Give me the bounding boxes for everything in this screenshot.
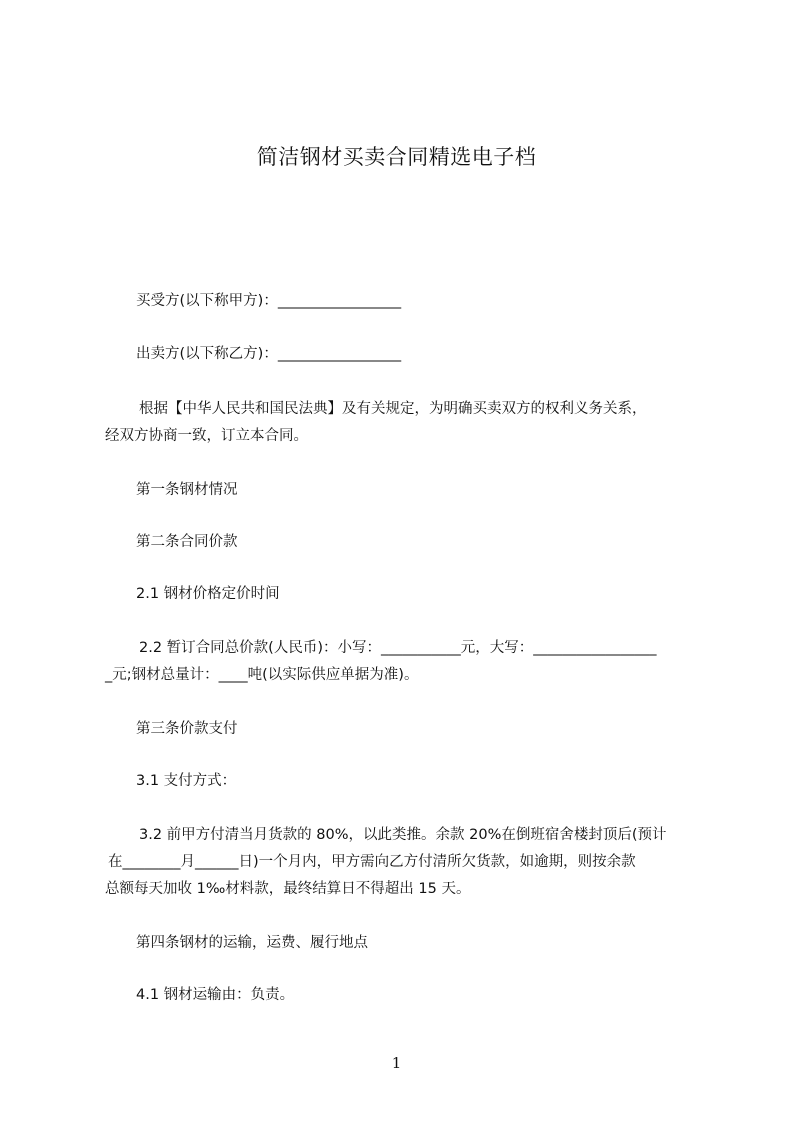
article-2-heading: 第二条合同价款 xyxy=(136,534,238,550)
article-3-heading: 第三条价款支付 xyxy=(136,721,238,737)
clause-2-1: 2.1 钢材价格定价时间 xyxy=(136,586,280,602)
article-1-heading: 第一条钢材情况 xyxy=(136,482,238,498)
clause-2-2-line-2: _元;钢材总量计：____吨(以实际供应单据为准)。 xyxy=(105,667,419,683)
article-4-heading: 第四条钢材的运输，运费、履行地点 xyxy=(136,935,368,951)
clause-3-2-line-1: 3.2 前甲方付清当月货款的 80%，以此类推。余款 20%在倒班宿舍楼封顶后(预计 xyxy=(139,827,667,843)
clause-3-2-line-2: 在________月______日)一个月内，甲方需向乙方付清所欠货款，如逾期，则按余款 xyxy=(108,854,636,870)
preamble-line-2: 经双方协商一致，订立本合同。 xyxy=(105,428,308,444)
clause-4-1: 4.1 钢材运输由：负责。 xyxy=(136,987,295,1003)
clause-3-1: 3.1 支付方式： xyxy=(136,773,237,789)
clause-3-2-line-3: 总额每天加收 1‰材料款，最终结算日不得超出 15 天。 xyxy=(105,881,471,897)
clause-2-2-line-1: 2.2 暂订合同总价款(人民币)：小写：___________元，大写：_________________ xyxy=(139,640,657,656)
page-number: 1 xyxy=(391,1054,402,1072)
buyer-line: 买受方(以下称甲方)：_________________ xyxy=(136,293,402,309)
seller-line: 出卖方(以下称乙方)：_________________ xyxy=(136,346,402,362)
preamble-line-1: 根据【中华人民共和国民法典】及有关规定，为明确买卖双方的权利义务关系， xyxy=(139,401,647,417)
document-title: 简洁钢材买卖合同精选电子档 xyxy=(256,145,537,169)
